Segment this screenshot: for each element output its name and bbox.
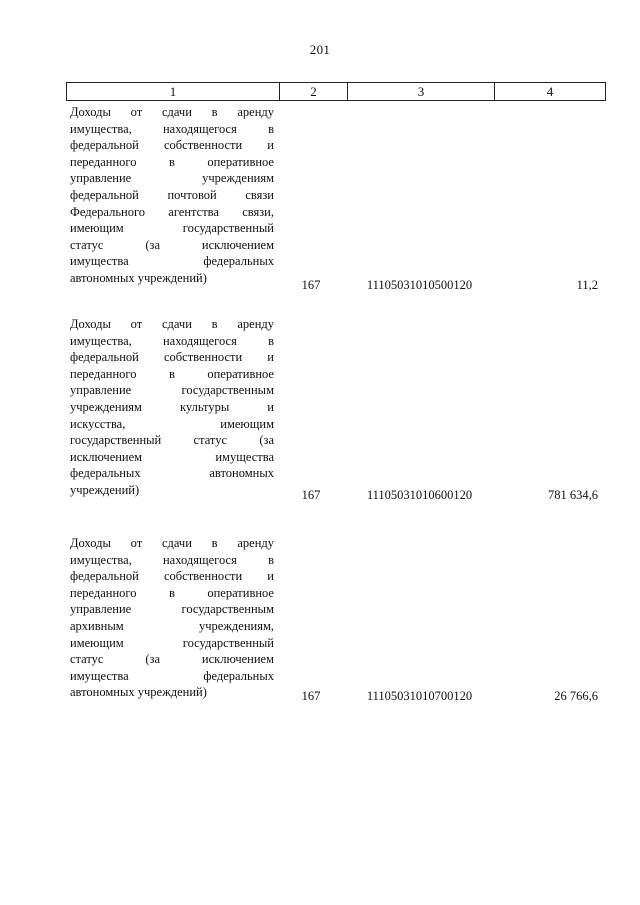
description-line: автономных учреждений) <box>70 270 207 285</box>
description-line: Доходы от сдачи в аренду <box>70 105 274 119</box>
table-header <box>66 82 606 101</box>
income-description <box>70 104 274 287</box>
header-cell-2: 2 <box>279 83 347 100</box>
header-cell-4: 4 <box>494 83 605 100</box>
table-row <box>66 535 606 735</box>
amount: 26 766,6 <box>554 689 598 703</box>
description-line: Доходы от сдачи в аренду <box>70 317 274 331</box>
table-row <box>66 104 606 304</box>
income-description <box>70 316 274 499</box>
description-line: управление государственным <box>70 383 274 398</box>
description-line: федеральной собственности и <box>70 350 274 365</box>
description-line: управление государственным <box>70 602 274 617</box>
header-cell-1: 1 <box>169 83 177 99</box>
budget-classification-code: 11105031010600120 <box>366 488 473 502</box>
description-line: учреждений) <box>70 482 140 497</box>
description-line: статус (за исключением <box>70 652 274 667</box>
admin-code: 167 <box>301 278 321 292</box>
description-line: государственный статус (за <box>70 433 274 448</box>
header-cell-3: 3 <box>347 83 494 100</box>
description-line: учреждениям культуры и <box>70 399 274 414</box>
amount: 781 634,6 <box>548 488 598 502</box>
description-line: имущества, находящегося в <box>70 552 274 567</box>
description-line: имеющим государственный <box>70 635 274 650</box>
description-line: федеральной собственности и <box>70 569 274 584</box>
admin-code: 167 <box>301 488 321 502</box>
budget-classification-code: 11105031010700120 <box>366 689 473 703</box>
description-line: искусства, имеющим <box>70 416 274 431</box>
table-row <box>66 316 606 516</box>
description-line: архивным учреждениям, <box>70 618 274 633</box>
budget-classification-code: 11105031010500120 <box>366 278 473 292</box>
description-line: имущества федеральных <box>70 668 274 683</box>
description-line: федеральных автономных <box>70 466 274 481</box>
description-line: Федерального агентства связи, <box>70 204 274 219</box>
description-line: переданного в оперативное <box>70 585 274 600</box>
description-line: имущества, находящегося в <box>70 333 274 348</box>
description-line: исключением имущества <box>70 449 274 464</box>
description-line: имеющим государственный <box>70 221 274 236</box>
description-line: имущества, находящегося в <box>70 121 274 136</box>
amount: 11,2 <box>576 278 598 292</box>
description-line: федеральной собственности и <box>70 138 274 153</box>
description-line: имущества федеральных <box>70 254 274 269</box>
description-line: переданного в оперативное <box>70 154 274 169</box>
income-description <box>70 535 274 701</box>
description-line: федеральной почтовой связи <box>70 187 274 202</box>
description-line: Доходы от сдачи в аренду <box>70 536 274 550</box>
description-line: автономных учреждений) <box>70 685 207 700</box>
admin-code: 167 <box>301 689 321 703</box>
description-line: статус (за исключением <box>70 237 274 252</box>
page-number: 201 <box>309 42 331 57</box>
description-line: управление учреждениям <box>70 171 274 186</box>
description-line: переданного в оперативное <box>70 366 274 381</box>
